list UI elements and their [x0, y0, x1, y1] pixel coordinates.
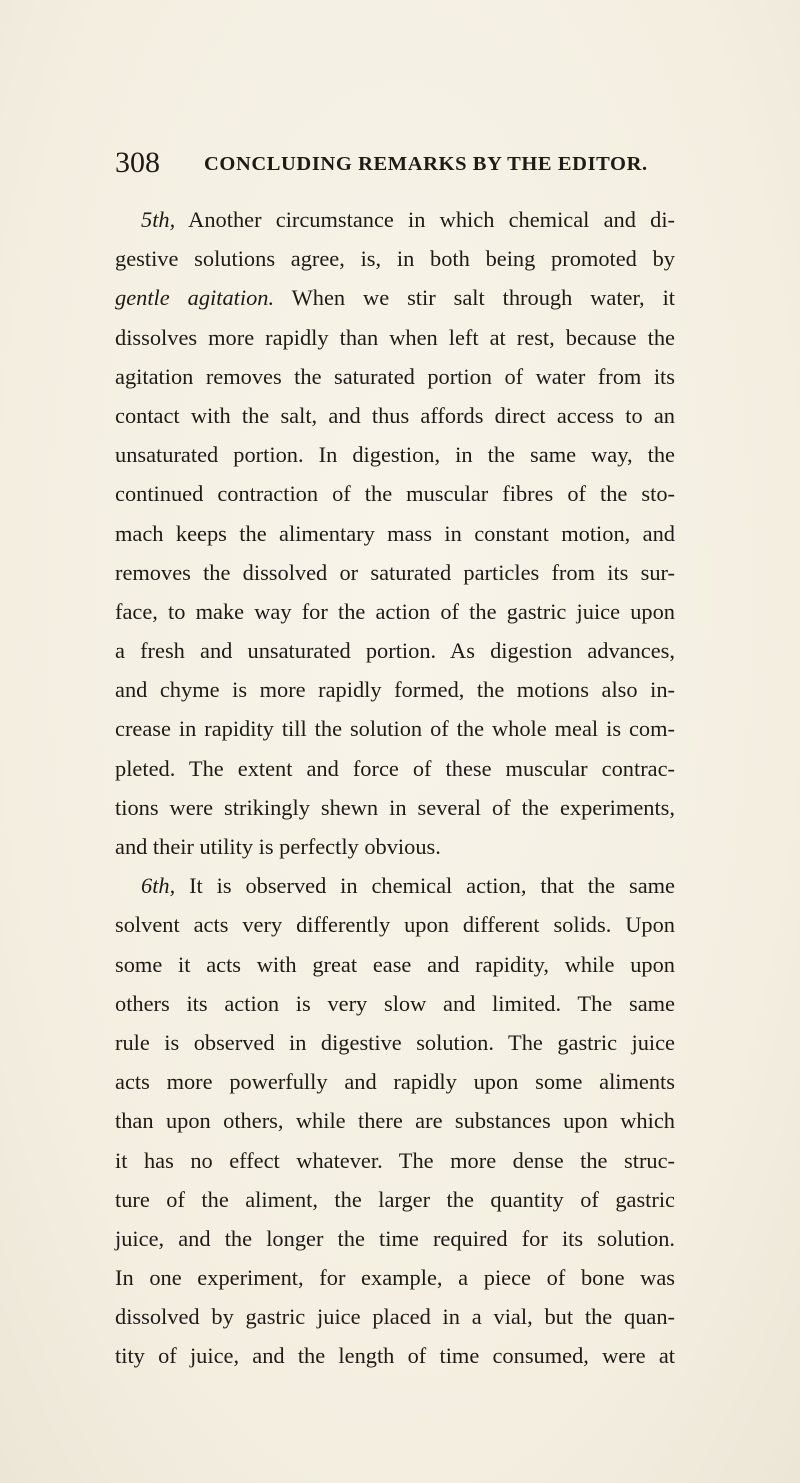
text-line: mach keeps the alimentary mass in constant motion, and	[115, 520, 675, 546]
text-line: 6th, It is observed in chemical action, that the same	[141, 873, 675, 899]
text-line: ture of the aliment, the larger the quantity of gastric	[115, 1186, 675, 1212]
text-line: acts more powerfully and rapidly upon some aliments	[115, 1069, 675, 1095]
section-marker: 5th,	[141, 207, 176, 232]
text-line: removes the dissolved or saturated particles from its sur-	[115, 559, 675, 585]
text-line: a fresh and unsaturated portion. As digestion advances,	[115, 638, 675, 664]
running-head: CONCLUDING REMARKS BY THE EDITOR.	[204, 153, 648, 175]
text-line: gestive solutions agree, is, in both being promoted by	[115, 246, 675, 272]
text-line: crease in rapidity till the solution of the whole meal is com-	[115, 716, 675, 742]
text-line: dissolves more rapidly than when left at rest, because the	[115, 324, 675, 350]
text-line: rule is observed in digestive solution. The gastric juice	[115, 1029, 675, 1055]
text-line: pleted. The extent and force of these muscular contrac-	[115, 755, 675, 781]
text-line: than upon others, while there are substances upon which	[115, 1108, 675, 1134]
text-line: and chyme is more rapidly formed, the motions also in-	[115, 677, 675, 703]
text-line: In one experiment, for example, a piece of bone was	[115, 1265, 675, 1291]
text-line: others its action is very slow and limited. The same	[115, 990, 675, 1016]
text-line: 5th, Another circumstance in which chemical and di-	[141, 207, 675, 232]
text-line: agitation removes the saturated portion of water from its	[115, 363, 675, 389]
text-line: face, to make way for the action of the gastric juice upon	[115, 598, 675, 624]
text-line: gentle agitation. When we stir salt through water, it	[115, 285, 676, 311]
page-number: 308	[115, 146, 160, 179]
text-line: tions were strikingly shewn in several of the experiments,	[115, 794, 675, 820]
page-header	[115, 146, 675, 186]
section-marker: 6th,	[141, 873, 176, 899]
text-line: it has no effect whatever. The more dense the struc-	[115, 1147, 675, 1173]
text-line: contact with the salt, and thus affords direct access to an	[115, 402, 675, 428]
body-text	[115, 200, 675, 1376]
text-line: unsaturated portion. In digestion, in the same way, the	[115, 442, 675, 468]
text-line: tity of juice, and the length of time consumed, were at	[115, 1343, 675, 1369]
text-line: solvent acts very differently upon different solids. Upon	[115, 912, 675, 938]
text-line: continued contraction of the muscular fibres of the sto-	[115, 481, 675, 507]
text-line: dissolved by gastric juice placed in a vial, but the quan-	[115, 1304, 675, 1330]
emphasis: gentle agitation.	[115, 285, 275, 311]
text-line: some it acts with great ease and rapidity, while upon	[115, 951, 675, 977]
text-line: juice, and the longer the time required for its solution.	[115, 1225, 675, 1251]
text-line: and their utility is perfectly obvious.	[115, 834, 441, 859]
